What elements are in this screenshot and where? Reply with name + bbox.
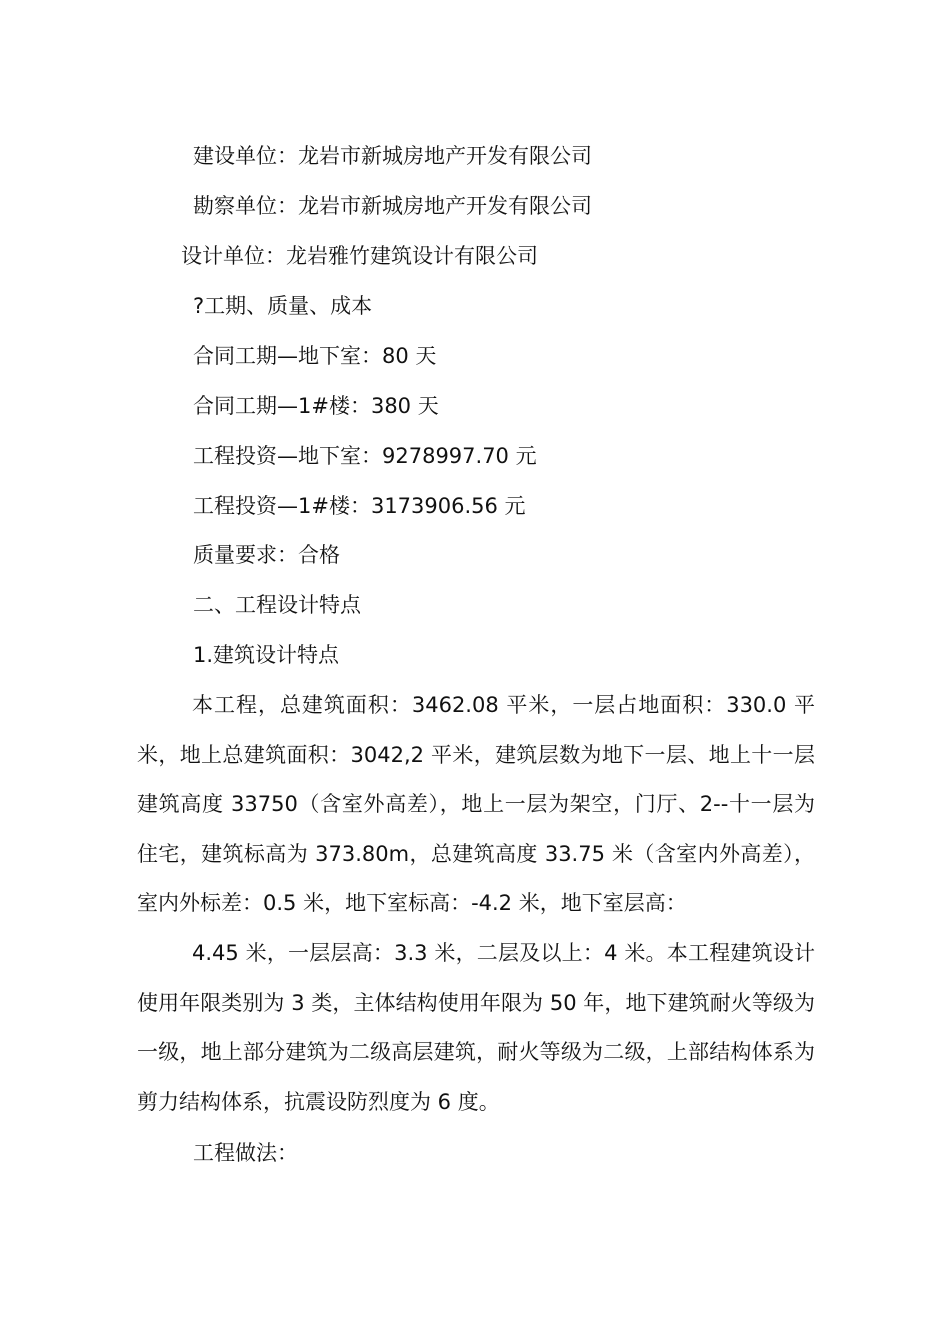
quality-requirement-line: 质量要求：合格 [193,543,340,567]
investment-building1-line: 工程投资—1#楼：3173906.56 元 [193,494,526,518]
design-unit-line: 设计单位：龙岩雅竹建筑设计有限公司 [181,244,538,268]
survey-unit-line: 勘察单位：龙岩市新城房地产开发有限公司 [193,194,592,218]
schedule-quality-cost-heading: ?工期、质量、成本 [193,294,373,318]
contract-period-building1-line: 合同工期—1#楼：380 天 [193,394,439,418]
subsection-heading: 1.建筑设计特点 [193,643,340,667]
construction-methods-heading: 工程做法： [193,1141,298,1165]
contract-period-basement-line: 合同工期—地下室：80 天 [193,344,437,368]
construction-unit-line: 建设单位：龙岩市新城房地产开发有限公司 [193,144,592,168]
section-heading: 二、工程设计特点 [193,593,361,617]
design-paragraph-2: 4.45 米，一层层高：3.3 米，二层及以上：4 米。本工程建筑设计使用年限类别为 3 类，主体结构使用年限为 50 年，地下建筑耐火等级为一级，地上部分建筑为二级高层建筑，耐火等级为二级，上部结构体系为剪力结构体系，抗震设防烈度为 6 度。 [137,941,815,1114]
investment-basement-line: 工程投资—地下室：9278997.70 元 [193,444,537,468]
design-paragraph-1: 本工程，总建筑面积：3462.08 平米，一层占地面积：330.0 平米，地上总建筑面积：3042,2 平米，建筑层数为地下一层、地上十一层建筑高度 33750（含室外高差），地上一层为架空，门厅、2--十一层为住宅，建筑标高为 373.80m，总建筑高度 33.75 米（含室内外高差），室内外标差：0.5 米，地下室标高：-4.2 米，地下室层高： [137,693,815,916]
